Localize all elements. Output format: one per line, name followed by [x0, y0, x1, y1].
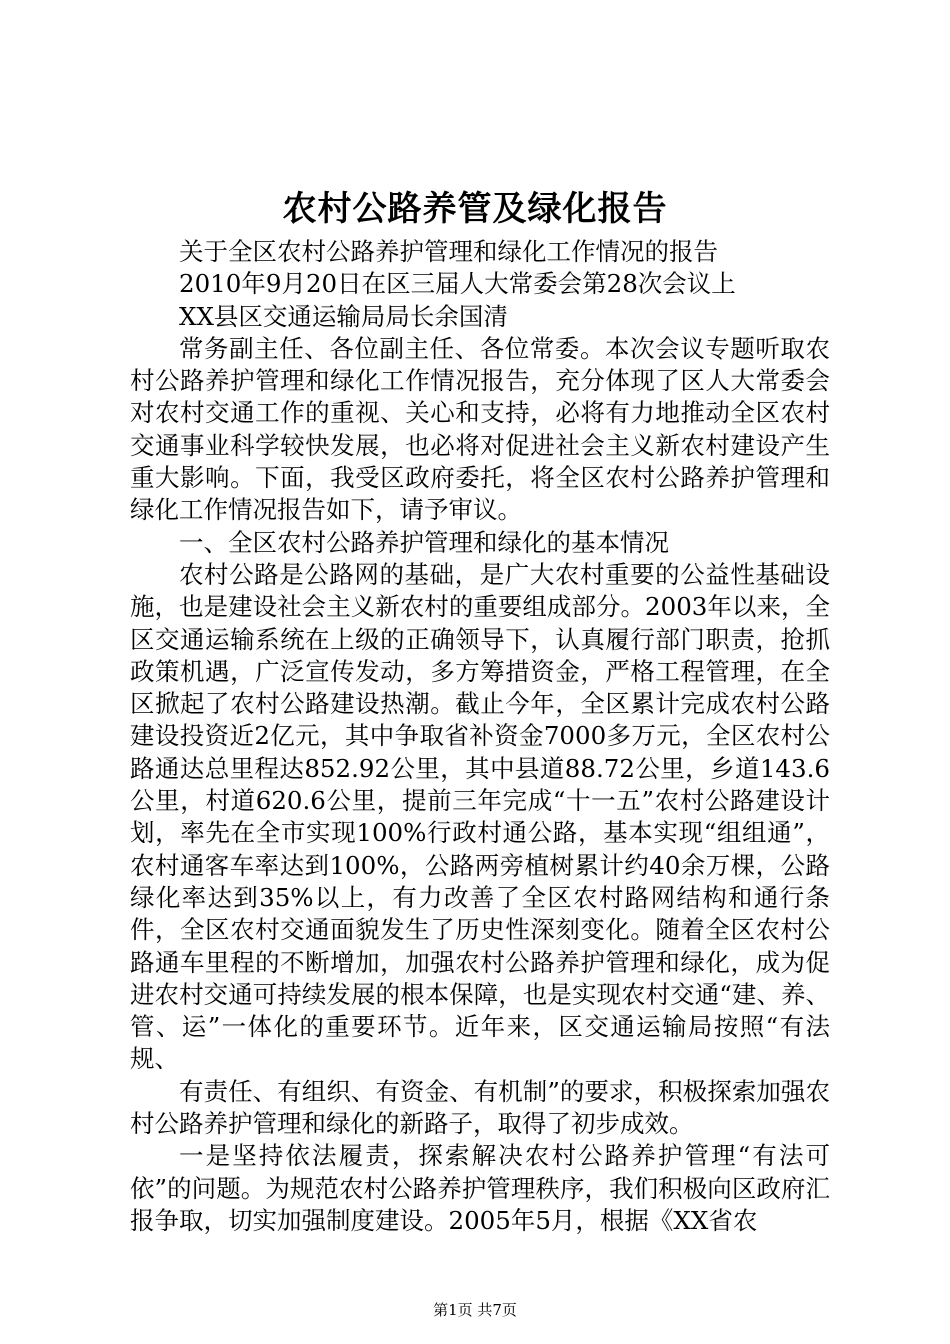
intro-line-report-title: 关于全区农村公路养护管理和绿化工作情况的报告	[179, 237, 718, 266]
paragraph-point-one: 一是坚持依法履责，探索解决农村公路养护管理“有法可依”的问题。为规范农村公路养护管理秩序，我们积极向区政府汇报争取，切实加强制度建设。2005年5月，根据《XX省农	[130, 1141, 830, 1235]
paragraph-basic-situation: 农村公路是公路网的基础，是广大农村重要的公益性基础设施，也是建设社会主义新农村的重要组成部分。2003年以来，全区交通运输系统在上级的正确领导下，认真履行部门职责，抢抓政策机遇，广泛宣传发动，多方筹措资金，严格工程管理，在全区掀起了农村公路建设热潮。截止今年，全区累计完成农村公路建设投资近2亿元，其中争取省补资金7000多万元，全区农村公路通达总里程达852.92公里，其中县道88.72公里，乡道143.6公里，村道620.6公里，提前三年完成“十一五”农村公路建设计划，率先在全市实现100%行政村通公路，基本实现“组组通”，农村通客车率达到100%，公路两旁植树累计约40余万棵，公路绿化率达到35%以上，有力改善了全区农村路网结构和通行条件，全区农村交通面貌发生了历史性深刻变化。随着全区农村公路通车里程的不断增加，加强农村公路养护管理和绿化，成为促进农村交通可持续发展的根本保障，也是实现农村交通“建、养、管、运”一体化的重要环节。近年来，区交通运输局按照“有法规、	[130, 559, 830, 1074]
page-number-footer: 第1页 共7页	[433, 1301, 517, 1319]
document-title: 农村公路养管及绿化报告	[282, 189, 668, 229]
section-heading-basic-situation: 一、全区农村公路养护管理和绿化的基本情况	[179, 527, 669, 557]
document-body	[130, 236, 830, 1237]
paragraph-opening: 常务副主任、各位副主任、各位常委。本次会议专题听取农村公路养护管理和绿化工作情况报告，充分体现了区人大常委会对农村交通工作的重视、关心和支持，必将有力地推动全区农村交通事业科学较快发展，也必将对促进社会主义新农村建设产生重大影响。下面，我受区政府委托，将全区农村公路养护管理和绿化工作情况报告如下，请予审议。	[130, 333, 830, 525]
intro-line-speaker: XX县区交通运输局局长余国清	[179, 301, 508, 331]
intro-line-meeting-date: 2010年9月20日在区三届人大常委会第28次会议上	[179, 269, 736, 299]
paragraph-requirements: 有责任、有组织、有资金、有机制”的要求，积极探索加强农村公路养护管理和绿化的新路子，取得了初步成效。	[130, 1076, 830, 1139]
